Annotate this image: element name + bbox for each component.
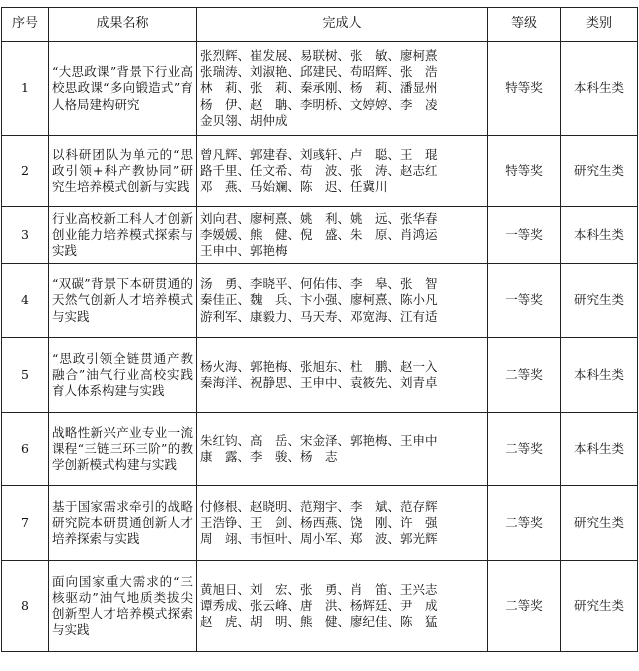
award-level: 二等奖 — [488, 561, 561, 652]
row-number: 8 — [2, 561, 49, 652]
completers — [197, 413, 488, 486]
row-number: 7 — [2, 486, 49, 561]
header-row — [2, 8, 638, 42]
table-row — [2, 486, 638, 561]
award-level: 特等奖 — [488, 136, 561, 207]
achievement-name: 行业高校新工科人才创新创业能力培养模式探索与实践 — [49, 207, 197, 264]
completer-line: 杨 伊、赵 聃、李明桥、文婷婷、李 凌 — [200, 96, 438, 112]
row-number: 2 — [2, 136, 49, 207]
table-row — [2, 136, 638, 207]
completer-line: 王申中、郭艳梅 — [200, 243, 288, 259]
row-number: 6 — [2, 413, 49, 486]
table-row — [2, 42, 638, 136]
achievement-name: “大思政课”背景下行业高校思政课“多向锻造式”育人格局建构研究 — [49, 42, 197, 136]
completer-line: 刘向君、廖柯熹、姚 利、姚 远、张华春 — [200, 210, 438, 226]
achievement-name: “思政引领全链贯通产教融合”油气行业高校实践育人体系构建与实践 — [49, 338, 197, 413]
completers — [197, 207, 488, 264]
table-row — [2, 207, 638, 264]
completer-line: 邓 燕、马始斓、陈 迟、任冀川 — [200, 179, 388, 195]
completer-line: 汤 勇、李晓平、何佑伟、李 皋、张 智 — [200, 276, 438, 292]
completers — [197, 486, 488, 561]
table-row — [2, 338, 638, 413]
table-row — [2, 561, 638, 652]
award-level: 特等奖 — [488, 42, 561, 136]
completer-line: 张烈辉、崔发展、易联树、张 敏、廖柯熹 — [200, 47, 438, 63]
completer-line: 林 莉、张 莉、秦承刚、杨 莉、潘显州 — [200, 80, 438, 96]
row-number: 1 — [2, 42, 49, 136]
completers — [197, 136, 488, 207]
header-category: 类别 — [561, 8, 638, 42]
row-number: 3 — [2, 207, 49, 264]
achievement-name: 战略性新兴产业专业一流课程“三链三环三阶”的教学创新模式构建与实践 — [49, 413, 197, 486]
award-category: 本科生类 — [561, 338, 638, 413]
completers — [197, 561, 488, 652]
table-row — [2, 413, 638, 486]
header-people: 完成人 — [197, 8, 488, 42]
completer-line: 张瑞涛、刘淑艳、邱建民、苟昭辉、张 浩 — [200, 64, 438, 80]
completer-line: 李媛媛、熊 健、倪 盛、朱 原、肖鸿运 — [200, 226, 438, 242]
achievement-name: 基于国家需求牵引的战略研究院本研贯通创新人才培养探索与实践 — [49, 486, 197, 561]
completer-line: 金贝翎、胡仲成 — [200, 112, 288, 128]
completer-line: 康 露、李 骏、杨 志 — [200, 449, 338, 464]
completer-line: 付修根、赵晓明、范翔宇、李 斌、范存辉 — [200, 498, 438, 514]
award-level: 一等奖 — [488, 207, 561, 264]
completers — [197, 264, 488, 338]
completer-line: 杨火海、郭艳梅、张旭东、杜 鹏、赵一入 — [200, 358, 438, 374]
award-category: 研究生类 — [561, 264, 638, 338]
achievement-name: “双碳”背景下本研贯通的天然气创新人才培养模式与实践 — [49, 264, 197, 338]
award-category: 研究生类 — [561, 561, 638, 652]
header-name: 成果名称 — [49, 8, 197, 42]
award-level: 一等奖 — [488, 264, 561, 338]
award-category: 本科生类 — [561, 413, 638, 486]
completer-line: 赵 虎、胡 明、熊 健、廖纪佳、陈 猛 — [200, 614, 438, 630]
completer-line: 谭秀成、张云峰、唐 洪、杨辉廷、尹 成 — [200, 597, 438, 613]
table-row — [2, 264, 638, 338]
achievement-name: 以科研团队为单元的“思政引领+科产教协同”研究生培养模式创新与实践 — [49, 136, 197, 207]
row-number: 4 — [2, 264, 49, 338]
completers — [197, 338, 488, 413]
awards-table — [1, 7, 638, 652]
completer-line: 游利军、康毅力、马天寿、邓宽海、江有适 — [200, 308, 438, 324]
completer-line: 周 翊、韦恒叶、周小军、郑 波、郭光辉 — [200, 531, 438, 547]
completer-line: 秦佳正、魏 兵、卞小强、廖柯熹、陈小凡 — [200, 292, 438, 308]
completers — [197, 42, 488, 136]
award-category: 研究生类 — [561, 136, 638, 207]
award-category: 研究生类 — [561, 486, 638, 561]
header-no: 序号 — [2, 8, 49, 42]
award-level: 二等奖 — [488, 338, 561, 413]
completer-line: 秦海洋、祝静思、王申中、袁筱先、刘青卓 — [200, 375, 438, 390]
completer-line: 曾凡辉、郭建春、刘彧轩、卢 聪、王 琨 — [200, 146, 438, 162]
completer-line: 朱红钧、高 岳、宋金泽、郭艳梅、王申中 — [200, 432, 438, 448]
achievement-name: 面向国家重大需求的“三核驱动”油气地质类拔尖创新型人才培养模式探索与实践 — [49, 561, 197, 652]
completer-line: 路千里、任文希、苟 波、张 涛、赵志红 — [200, 162, 438, 178]
award-level: 二等奖 — [488, 486, 561, 561]
award-level: 二等奖 — [488, 413, 561, 486]
award-category: 本科生类 — [561, 42, 638, 136]
header-level: 等级 — [488, 8, 561, 42]
row-number: 5 — [2, 338, 49, 413]
completer-line: 王浩铮、王 剑、杨西燕、饶 刚、许 强 — [200, 514, 438, 530]
completer-line: 黄旭日、刘 宏、张 勇、肖 笛、王兴志 — [200, 581, 438, 597]
award-category: 本科生类 — [561, 207, 638, 264]
